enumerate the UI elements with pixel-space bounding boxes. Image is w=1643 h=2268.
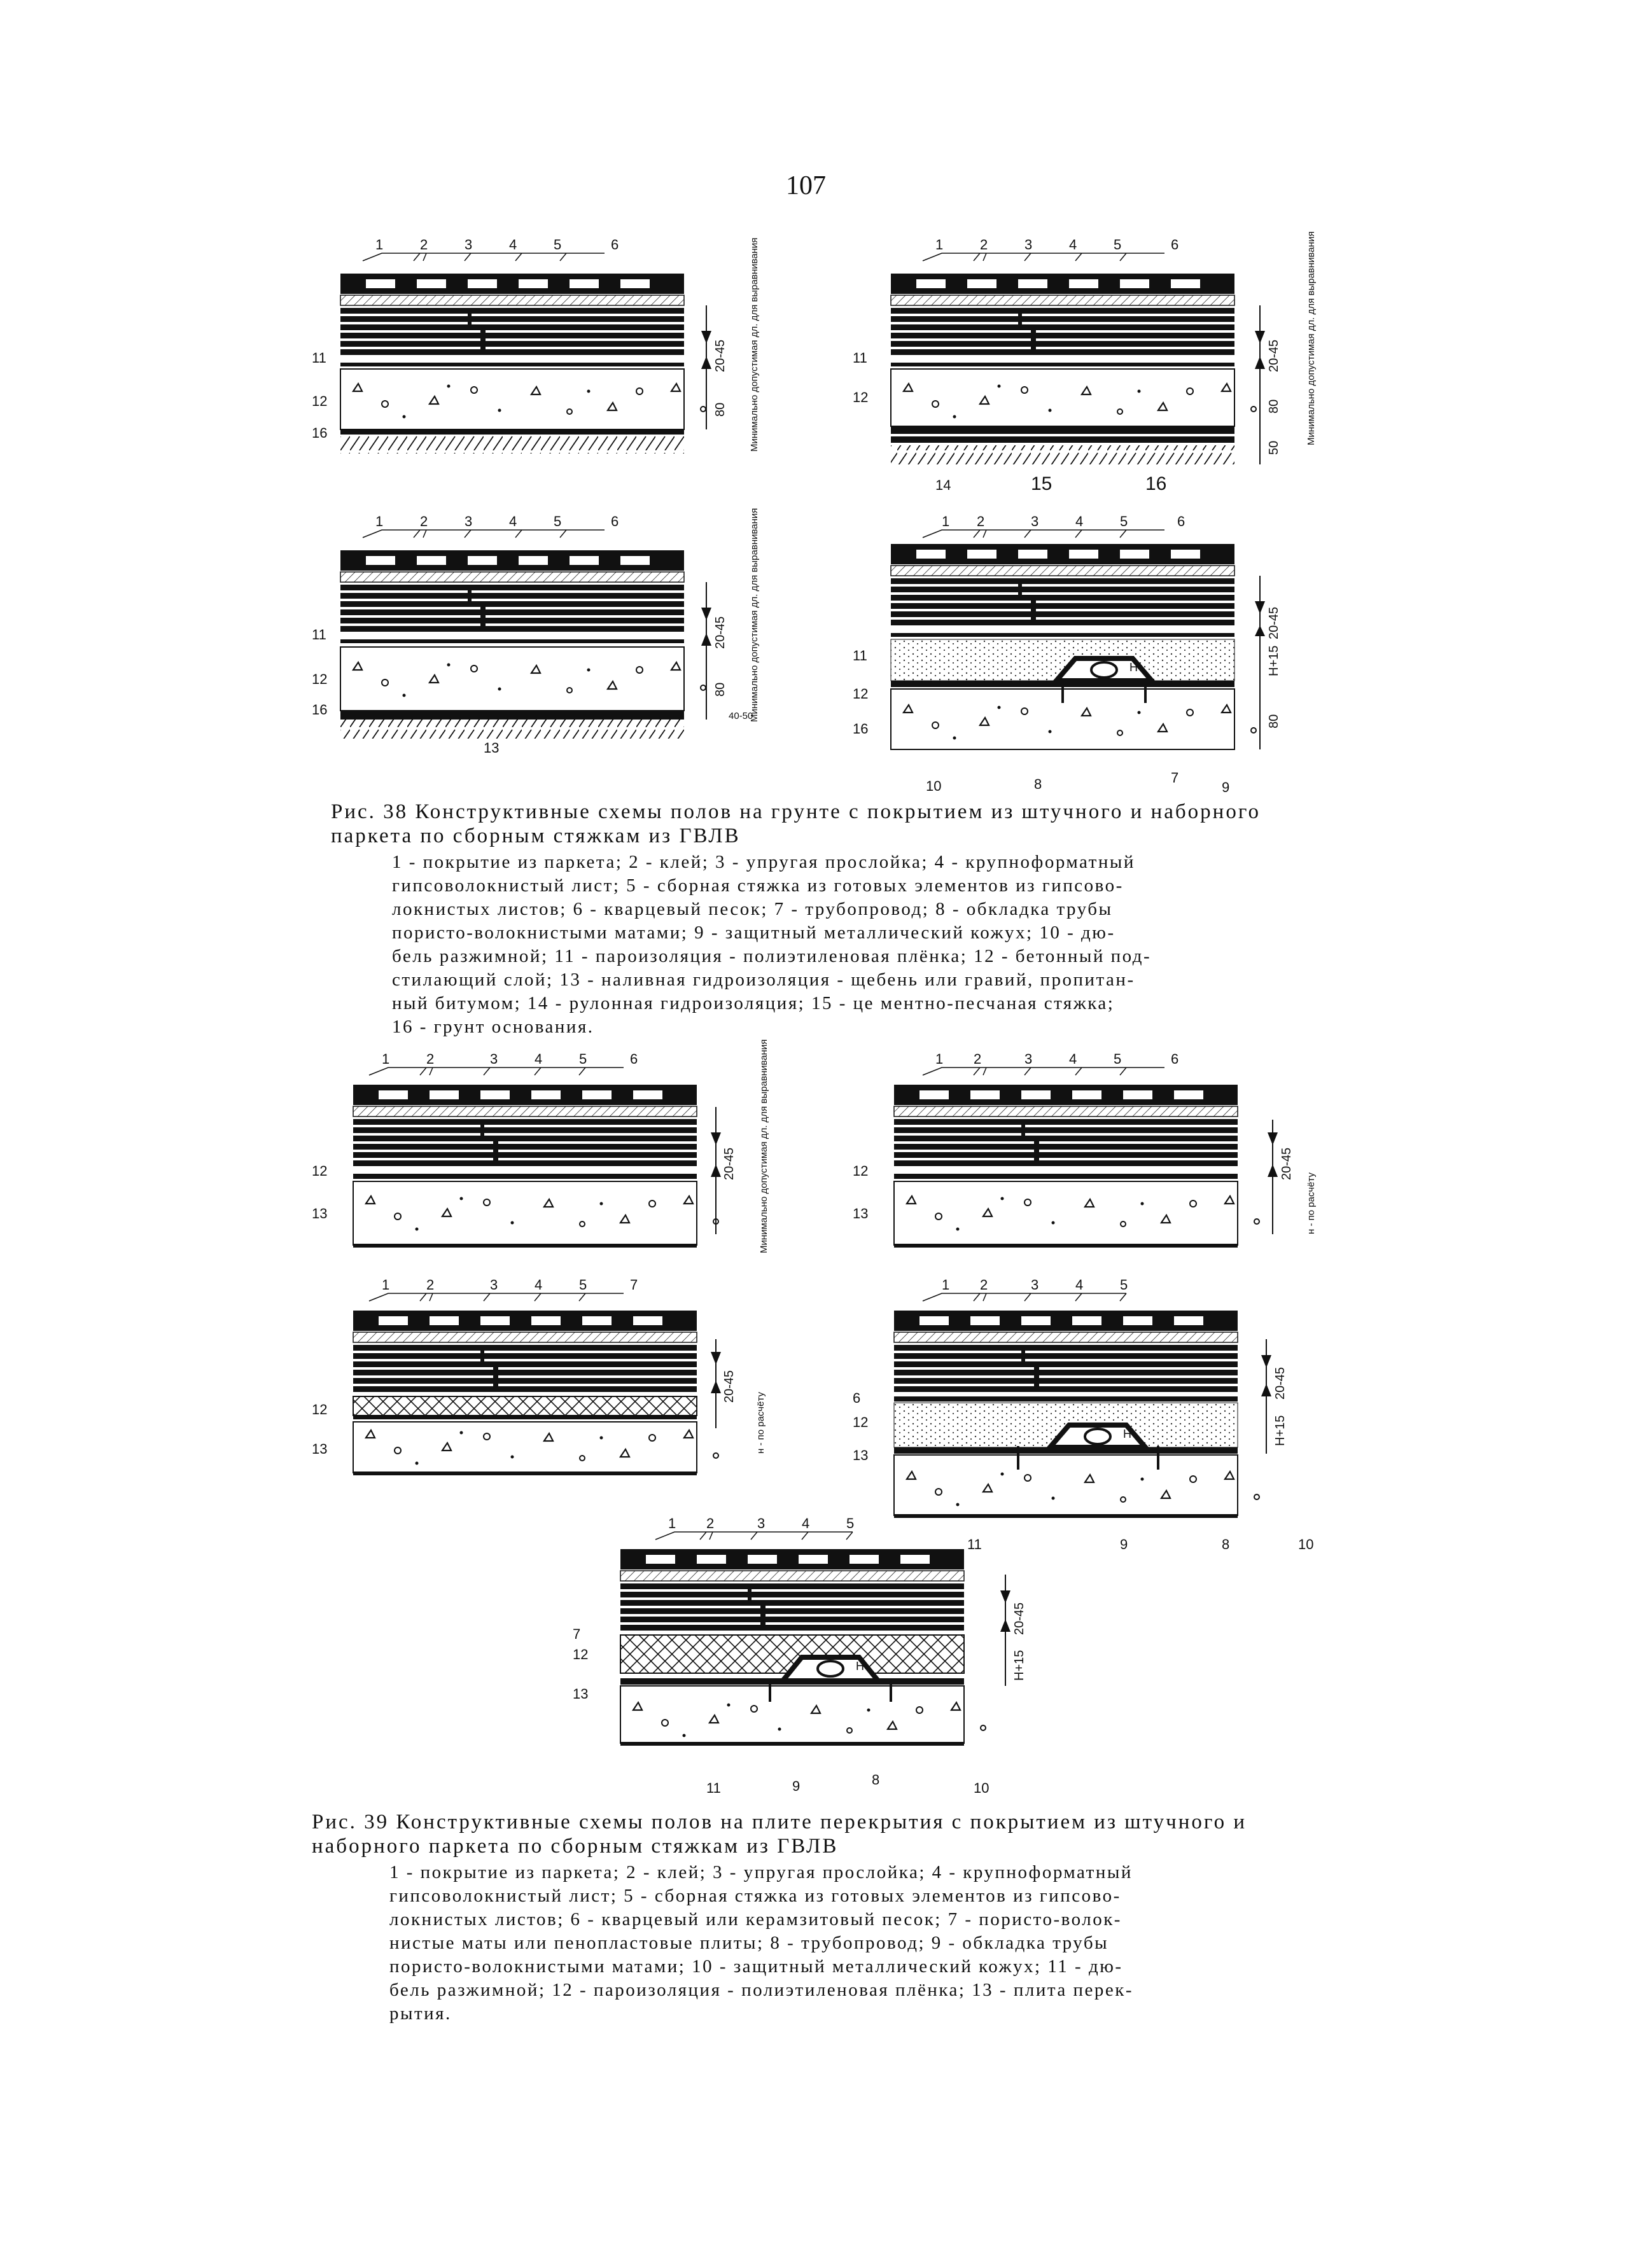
dimension: 20-45 [1267,606,1281,639]
floor-diagram-2 [840,231,1349,515]
label: 2 [420,513,428,529]
label: 1 [375,513,384,529]
label: 5 [1120,1277,1128,1293]
dimension: 80 [713,402,727,417]
label: 16 [312,702,328,718]
label: 3 [1024,1051,1033,1067]
label: 3 [1031,1277,1039,1293]
label: 12 [312,671,328,687]
label: 6 [853,1390,861,1406]
legend-line: 1 - покрытие из паркета; 2 - клей; 3 - упругая прослойка; 4 - крупноформатный [389,1862,1133,1882]
label: 1 [935,237,944,253]
legend-line: пористо-волокнистыми матами; 9 - защитный металлический кожух; 10 - дю- [392,922,1115,943]
label: 15 [1031,473,1052,494]
label: 5 [579,1051,587,1067]
label: 4 [1075,1277,1084,1293]
floor-diagram-1 [312,235,808,464]
dimension: 20-45 [1273,1367,1287,1400]
label: 2 [420,237,428,253]
label: 4 [509,237,517,253]
label: 12 [312,1163,328,1179]
label: 11 [853,350,867,366]
legend-line: гипсоволокнистый лист; 5 - сборная стяжка из готовых элементов из гипсово- [389,1886,1121,1906]
label: 11 [967,1536,982,1552]
label: 8 [1034,776,1042,792]
figure-39-legend [389,1861,1133,2026]
label: 5 [1120,513,1128,529]
label: 12 [312,393,328,409]
label: 11 [853,648,867,664]
pipe-label: H [856,1660,864,1673]
label: 7 [630,1277,638,1293]
legend-line: нистые маты или пенопластовые плиты; 8 - трубопровод; 9 - обкладка трубы [389,1933,1109,1953]
label: 3 [465,237,473,253]
floor-diagram-6 [840,1050,1349,1285]
label: 4 [509,513,517,529]
label: 4 [1069,1051,1077,1067]
dimension: H+15 [1273,1415,1287,1446]
label: 1 [942,513,950,529]
dimension: 20-45 [713,339,727,372]
label: 7 [573,1626,581,1642]
pipe-label: H [1129,661,1138,674]
dimension: 80 [1267,399,1281,414]
dimension: 80 [713,682,727,697]
label: 10 [1298,1536,1314,1552]
label: 13 [573,1686,589,1702]
label: 5 [846,1515,855,1531]
label: 1 [382,1051,390,1067]
label: 7 [1171,770,1179,786]
legend-line: гипсоволокнистый лист; 5 - сборная стяжка из готовых элементов из гипсово- [392,875,1124,896]
annotation: Минимально допустимая дл. для выравнивания [759,1039,769,1253]
layer-labels-top [363,237,619,261]
label: 6 [1171,1051,1179,1067]
page-number: 107 [786,171,826,200]
label: 5 [554,513,562,529]
legend-line: стилающий слой; 13 - наливная гидроизоляция - щебень или гравий, пропитан- [392,970,1135,990]
label: 3 [1024,237,1033,253]
annotation: н - по расчёту [755,1392,766,1454]
legend-line: бель разжимной; 12 - пароизоляция - полиэтиленовая плёнка; 13 - плита перек- [389,1980,1134,2000]
legend-line: рытия. [389,2003,452,2024]
pipe-label: H [1123,1428,1131,1440]
floor-diagram-9 [560,1514,1069,1807]
label: 2 [980,237,988,253]
label: 5 [554,237,562,253]
label: 13 [312,1206,328,1221]
label: 6 [630,1051,638,1067]
label: 12 [853,1414,869,1430]
legend-line: локнистых листов; 6 - кварцевый песок; 7 - трубопровод; 8 - обкладка трубы [392,899,1113,919]
label: 11 [706,1780,721,1796]
dimension: H+15 [1012,1650,1026,1681]
floor-diagram-4 [840,512,1349,805]
annotation: Минимально допустимая дл. для выравнивания [749,237,760,452]
label: 4 [802,1515,810,1531]
dimension: 50 [1267,440,1281,455]
label: 6 [1171,237,1179,253]
label: 1 [935,1051,944,1067]
label: 9 [1222,779,1230,795]
label: 1 [942,1277,950,1293]
label: 12 [853,1163,869,1179]
floor-diagram-5 [299,1039,808,1285]
label: 5 [579,1277,587,1293]
dimension: 20-45 [1012,1602,1026,1635]
label: 11 [312,350,326,366]
legend-line: бель разжимной; 11 - пароизоляция - полиэтиленовая плёнка; 12 - бетонный под- [392,946,1152,966]
label: 2 [977,513,985,529]
annotation: Минимально допустимая дл. для выравнивания [1306,231,1317,445]
dimension: 20-45 [1280,1147,1294,1180]
label: 12 [573,1646,589,1662]
label: 13 [312,1441,328,1457]
figure-39-title: Рис. 39 Конструктивные схемы полов на плите перекрытия с покрытием из штучного и наборного паркета по сборным стяжкам из ГВЛВ [312,1811,1247,1858]
dimension: 20-45 [722,1370,736,1403]
figure-38-title: Рис. 38 Конструктивные схемы полов на грунте с покрытием из штучного и наборного паркета по сборным стяжкам из ГВЛВ [331,800,1261,847]
label: 3 [1031,513,1039,529]
label: 13 [484,740,500,756]
dimension: 20-45 [713,616,727,649]
label: 2 [706,1515,715,1531]
floor-diagram-7 [299,1276,808,1492]
label: 8 [872,1772,880,1788]
label: 12 [853,686,869,702]
label: 14 [935,477,951,493]
dimension: H+15 [1267,645,1281,676]
dimension: 80 [1267,714,1281,728]
label: 6 [611,513,619,529]
label: 10 [926,778,942,794]
label: 3 [490,1277,498,1293]
legend-line: 1 - покрытие из паркета; 2 - клей; 3 - упругая прослойка; 4 - крупноформатный [392,852,1135,872]
label: 11 [312,627,326,643]
floor-diagram-3 [312,508,808,779]
label: 4 [1069,237,1077,253]
annotation: н - по расчёту [1306,1172,1317,1234]
label: 2 [974,1051,982,1067]
label: 16 [853,721,869,737]
label: 3 [465,513,473,529]
legend-line: ный битумом; 14 - рулонная гидроизоляция; 15 - це ментно-песчаная стяжка; [392,993,1115,1013]
label: 2 [426,1051,435,1067]
figure-38-legend [392,851,1151,1039]
label: 2 [426,1277,435,1293]
label: 9 [792,1778,801,1794]
label: 6 [1177,513,1185,529]
dimension: 20-45 [722,1147,736,1180]
label: 1 [382,1277,390,1293]
label: 4 [1075,513,1084,529]
label: 2 [980,1277,988,1293]
label: 12 [853,389,869,405]
label: 1 [668,1515,676,1531]
label: 4 [535,1051,543,1067]
label: 1 [375,237,384,253]
label: 16 [312,425,328,441]
legend-line: локнистых листов; 6 - кварцевый или керамзитовый песок; 7 - пористо-волок- [389,1909,1122,1930]
legend-line: пористо-волокнистыми матами; 10 - защитный металлический кожух; 11 - дю- [389,1956,1123,1977]
label: 5 [1114,237,1122,253]
label: 13 [853,1447,869,1463]
label: 13 [853,1206,869,1221]
label: 8 [1222,1536,1230,1552]
label: 9 [1120,1536,1128,1552]
dimension: 20-45 [1267,339,1281,372]
legend-line: 16 - грунт основания. [392,1017,594,1037]
label: 5 [1114,1051,1122,1067]
label: 16 [1145,473,1167,494]
annotation: Минимально допустимая дл. для выравнивания [749,508,760,722]
label: 12 [312,1402,328,1417]
dimension: 40-50 [729,711,753,721]
label: 3 [490,1051,498,1067]
label: 4 [535,1277,543,1293]
label: 6 [611,237,619,253]
label: 10 [974,1780,989,1796]
label: 3 [757,1515,766,1531]
